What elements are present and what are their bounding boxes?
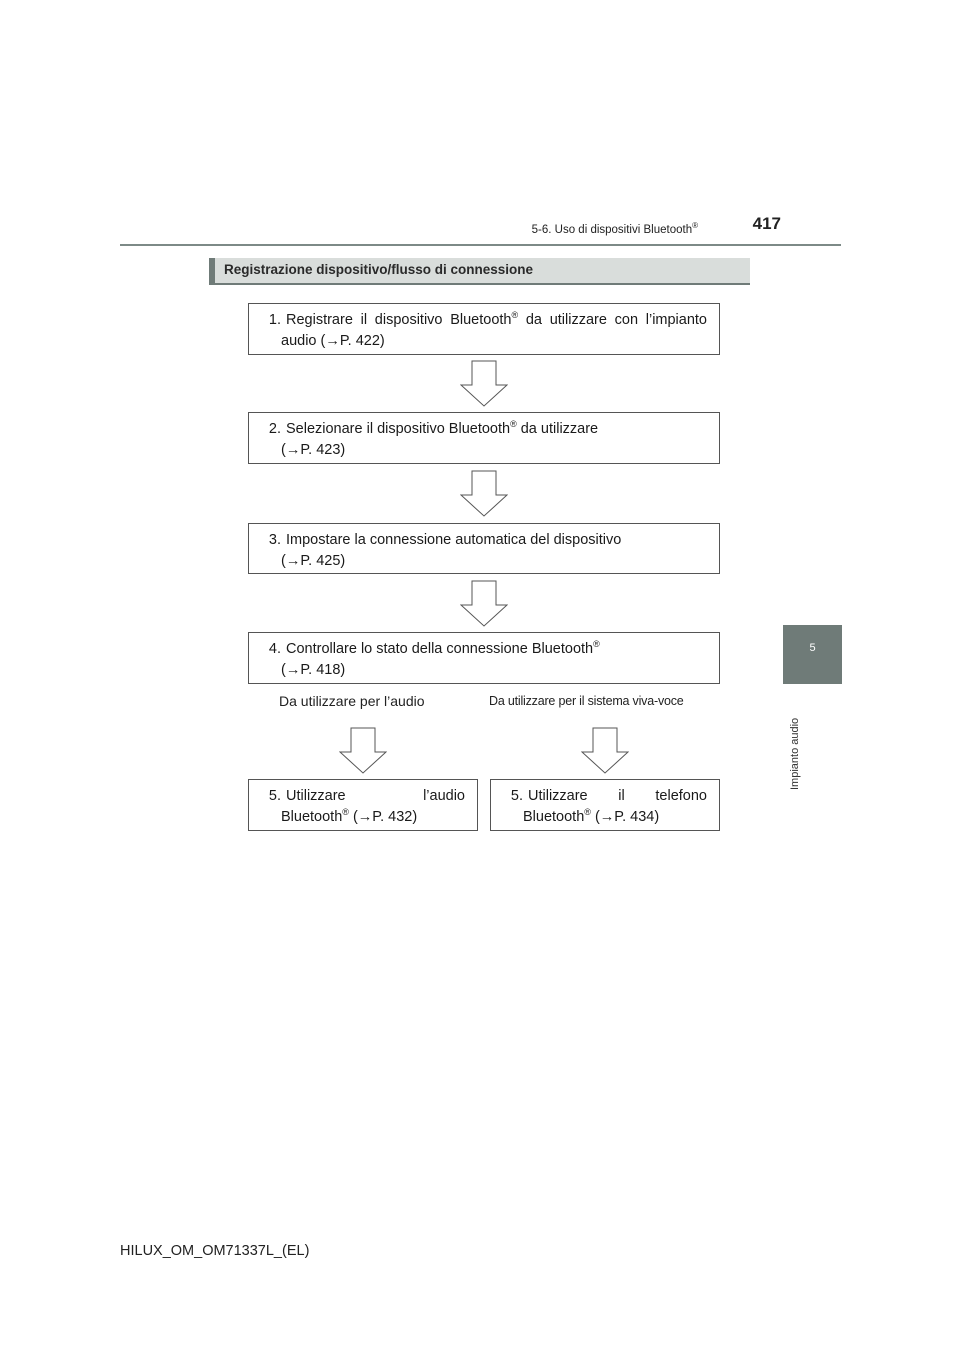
chapter-title: Impianto audio bbox=[789, 717, 801, 790]
chapter-tab: 5 bbox=[783, 625, 842, 684]
step-text: Impostare la connessione automatica del dispositivo bbox=[286, 532, 622, 548]
branch-label-handsfree: Da utilizzare per il sistema viva-voce bbox=[489, 694, 684, 708]
step-text: Registrare il dispositivo Bluetooth® da utilizzare con l’impianto bbox=[286, 310, 707, 328]
down-arrow-icon bbox=[339, 727, 387, 775]
step-ref: Bluetooth® (→P. 434) bbox=[523, 807, 660, 825]
step-5-audio-box bbox=[248, 779, 478, 831]
step-ref: audio (→P. 422) bbox=[281, 333, 385, 349]
down-arrow-icon bbox=[581, 727, 629, 775]
down-arrow-icon bbox=[460, 360, 508, 408]
header-rule bbox=[120, 244, 841, 246]
flow-title: Registrazione dispositivo/flusso di connessione bbox=[224, 262, 534, 277]
step-number: 1. bbox=[268, 312, 281, 328]
step-3-box bbox=[248, 523, 720, 574]
section-heading: 5-6. Uso di dispositivi Bluetooth® bbox=[531, 221, 698, 236]
step-ref: (→P. 423) bbox=[281, 442, 346, 458]
step-1-box bbox=[248, 303, 720, 355]
step-text: Utilizzare il telefono bbox=[528, 788, 707, 804]
step-5-phone-box bbox=[490, 779, 720, 831]
down-arrow-icon bbox=[460, 470, 508, 518]
flow-title-bar bbox=[209, 258, 750, 285]
step-number: 3. bbox=[268, 532, 281, 548]
step-number: 5. bbox=[510, 788, 523, 804]
step-text: Controllare lo stato della connessione Bluetooth® bbox=[286, 639, 600, 657]
step-ref: (→P. 418) bbox=[281, 662, 346, 678]
down-arrow-icon bbox=[460, 580, 508, 628]
step-number: 4. bbox=[268, 641, 281, 657]
step-ref: (→P. 425) bbox=[281, 553, 346, 569]
step-ref: Bluetooth® (→P. 432) bbox=[281, 807, 418, 825]
page-number: 417 bbox=[752, 214, 781, 233]
step-number: 5. bbox=[268, 788, 281, 804]
step-text: Selezionare il dispositivo Bluetooth® da utilizzare bbox=[286, 419, 599, 437]
step-2-box bbox=[248, 412, 720, 464]
step-number: 2. bbox=[268, 421, 281, 437]
branch-label-audio: Da utilizzare per l’audio bbox=[279, 693, 425, 709]
step-4-box bbox=[248, 632, 720, 684]
title-accent bbox=[209, 258, 215, 283]
step-text: Utilizzare l’audio bbox=[286, 788, 465, 804]
document-code: HILUX_OM_OM71337L_(EL) bbox=[120, 1243, 310, 1259]
